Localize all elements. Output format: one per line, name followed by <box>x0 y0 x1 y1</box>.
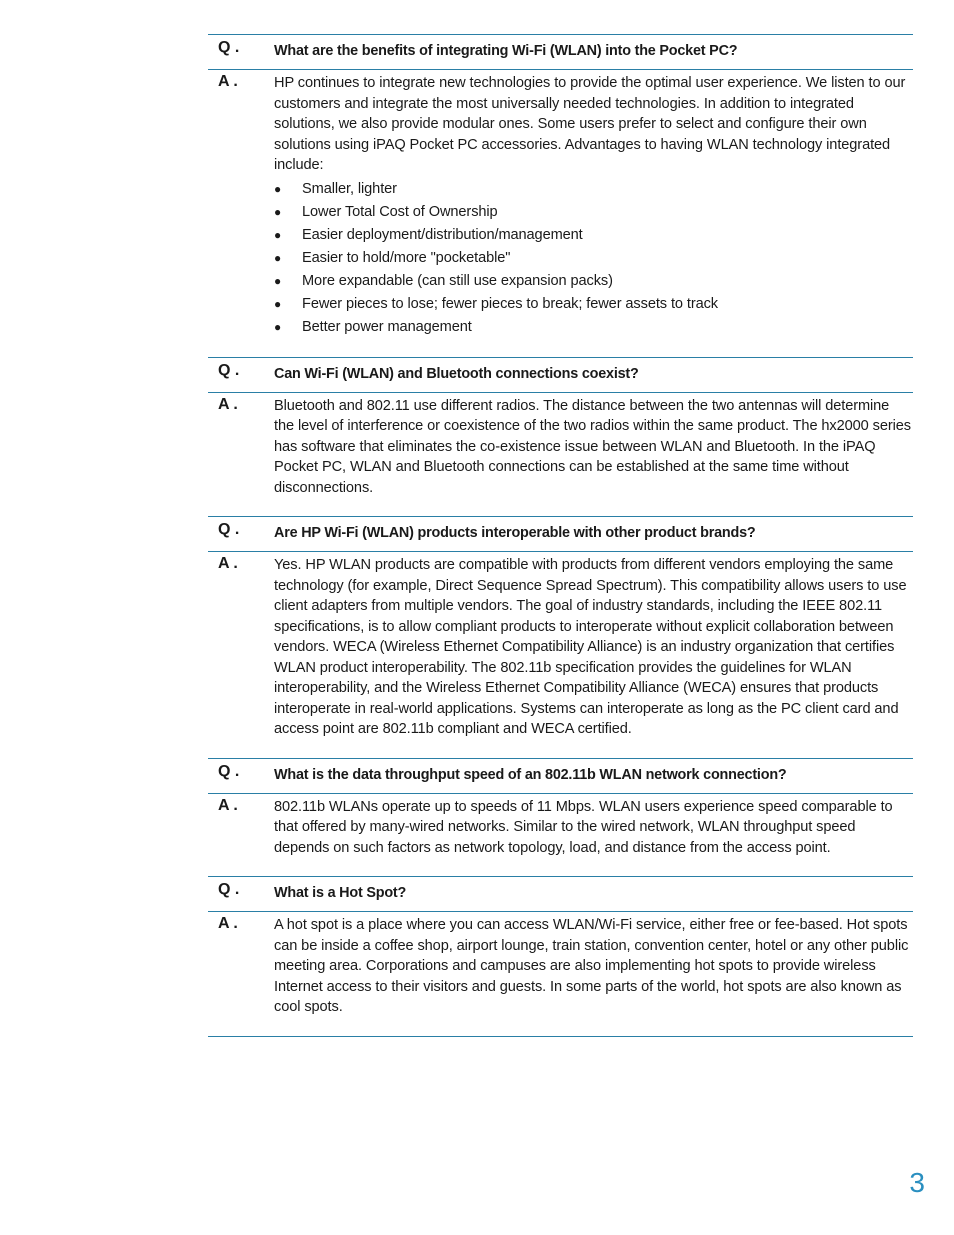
bullet-icon: ● <box>274 204 282 219</box>
list-item: ● Fewer pieces to lose; fewer pieces to break; fewer assets to track <box>274 293 913 316</box>
list-item: ● Easier deployment/distribution/management <box>274 224 913 247</box>
bullet-icon: ● <box>274 250 282 265</box>
advantages-list <box>274 178 913 339</box>
answer-text: 802.11b WLANs operate up to speeds of 11 Mbps. WLAN users experience speed comparable to that offered by many-wired networks. Similar to the wired network, WLAN throughput speed depends on such factors as network topology, load, and distance from the access point. <box>274 798 893 856</box>
list-item: ● Smaller, lighter <box>274 178 913 201</box>
question-text: What is a Hot Spot? <box>274 885 407 901</box>
question-text: Can Wi-Fi (WLAN) and Bluetooth connections coexist? <box>274 365 639 382</box>
question-text: Are HP Wi-Fi (WLAN) products interoperable with other product brands? <box>274 525 756 541</box>
answer-text: A hot spot is a place where you can access WLAN/Wi-Fi service, either free or fee-based. Hot spots can be inside a coffee shop, airport lounge, train station, convention center, hotel or any other public meeting area. Corporations and campuses are also implementing hot spots to provide wireless Internet access to their visitors and guests. In some parts of the world, hot spots are also known as cool spots. <box>274 917 909 1015</box>
list-item: ● Easier to hold/more "pocketable" <box>274 247 913 270</box>
question-row <box>208 35 913 69</box>
answer-row <box>208 794 913 859</box>
answer-label: A . <box>218 555 238 572</box>
divider <box>208 1036 913 1037</box>
answer-label: A . <box>218 796 238 814</box>
question-label: Q . <box>218 521 240 538</box>
page-number: 3 <box>909 1167 925 1198</box>
question-text: What is the data throughput speed of an 802.11b WLAN network connection? <box>274 766 787 783</box>
question-row <box>208 358 913 392</box>
bullet-icon: ● <box>274 227 282 242</box>
bullet-icon: ● <box>274 181 282 196</box>
answer-label: A . <box>218 395 238 413</box>
answer-body <box>274 73 913 339</box>
question-row <box>208 517 913 551</box>
answer-text: Yes. HP WLAN products are compatible with products from different vendors employing the same technology (for example, Direct Sequence Spread Spectrum). This compatibility allows users to use client adapters from multiple vendors. The goal of industry standards, including the IEEE 802.11 specifications, is to allow compliant products to interoperate without explicit collaboration between vendors. WECA (Wireless Ethernet Compatibility Alliance) is an industry organization that certifies WLAN product interoperability. The 802.11b specification provides the guidelines for WLAN interoperability, and the Wireless Ethernet Compatibility Alliance (WECA) ensures that products interoperate in real-world applications. Systems can interoperate as long as the PC client card and access point are 802.11b compliant and WECA certified. <box>274 557 907 737</box>
question-row <box>208 759 913 793</box>
answer-label: A . <box>218 73 238 90</box>
answer-row <box>208 70 913 339</box>
answer-text: Bluetooth and 802.11 use different radios. The distance between the two antennas will determine the level of interference or coexistence of the two radios within the same product. The hx2000 series has software that eliminates the co-existence issue between WLAN and Bluetooth. In the iPAQ Pocket PC, WLAN and Bluetooth connections can be established at the same time without disconnections. <box>274 397 911 496</box>
question-row <box>208 877 913 911</box>
answer-label: A . <box>218 915 238 932</box>
answer-row <box>208 393 913 499</box>
question-label: Q . <box>218 881 240 898</box>
question-label: Q . <box>218 39 240 56</box>
list-item: ● Lower Total Cost of Ownership <box>274 201 913 224</box>
answer-row <box>208 912 913 1018</box>
question-label: Q . <box>218 361 240 379</box>
faq-page <box>208 0 913 1037</box>
question-text: What are the benefits of integrating Wi-Fi (WLAN) into the Pocket PC? <box>274 43 738 59</box>
bullet-icon: ● <box>274 319 282 334</box>
bullet-icon: ● <box>274 273 282 288</box>
question-label: Q . <box>218 762 240 780</box>
bullet-icon: ● <box>274 296 282 311</box>
list-item: ● Better power management <box>274 316 913 339</box>
answer-row <box>208 552 913 740</box>
answer-text: HP continues to integrate new technologies to provide the optimal user experience. We listen to our customers and integrate the most universally needed technologies. In addition to integrated solutions, we also provide modular ones. Some users prefer to select and configure their own solutions using iPAQ Pocket PC accessories. Advantages to having WLAN technology integrated include: <box>274 75 906 173</box>
list-item: ● More expandable (can still use expansion packs) <box>274 270 913 293</box>
